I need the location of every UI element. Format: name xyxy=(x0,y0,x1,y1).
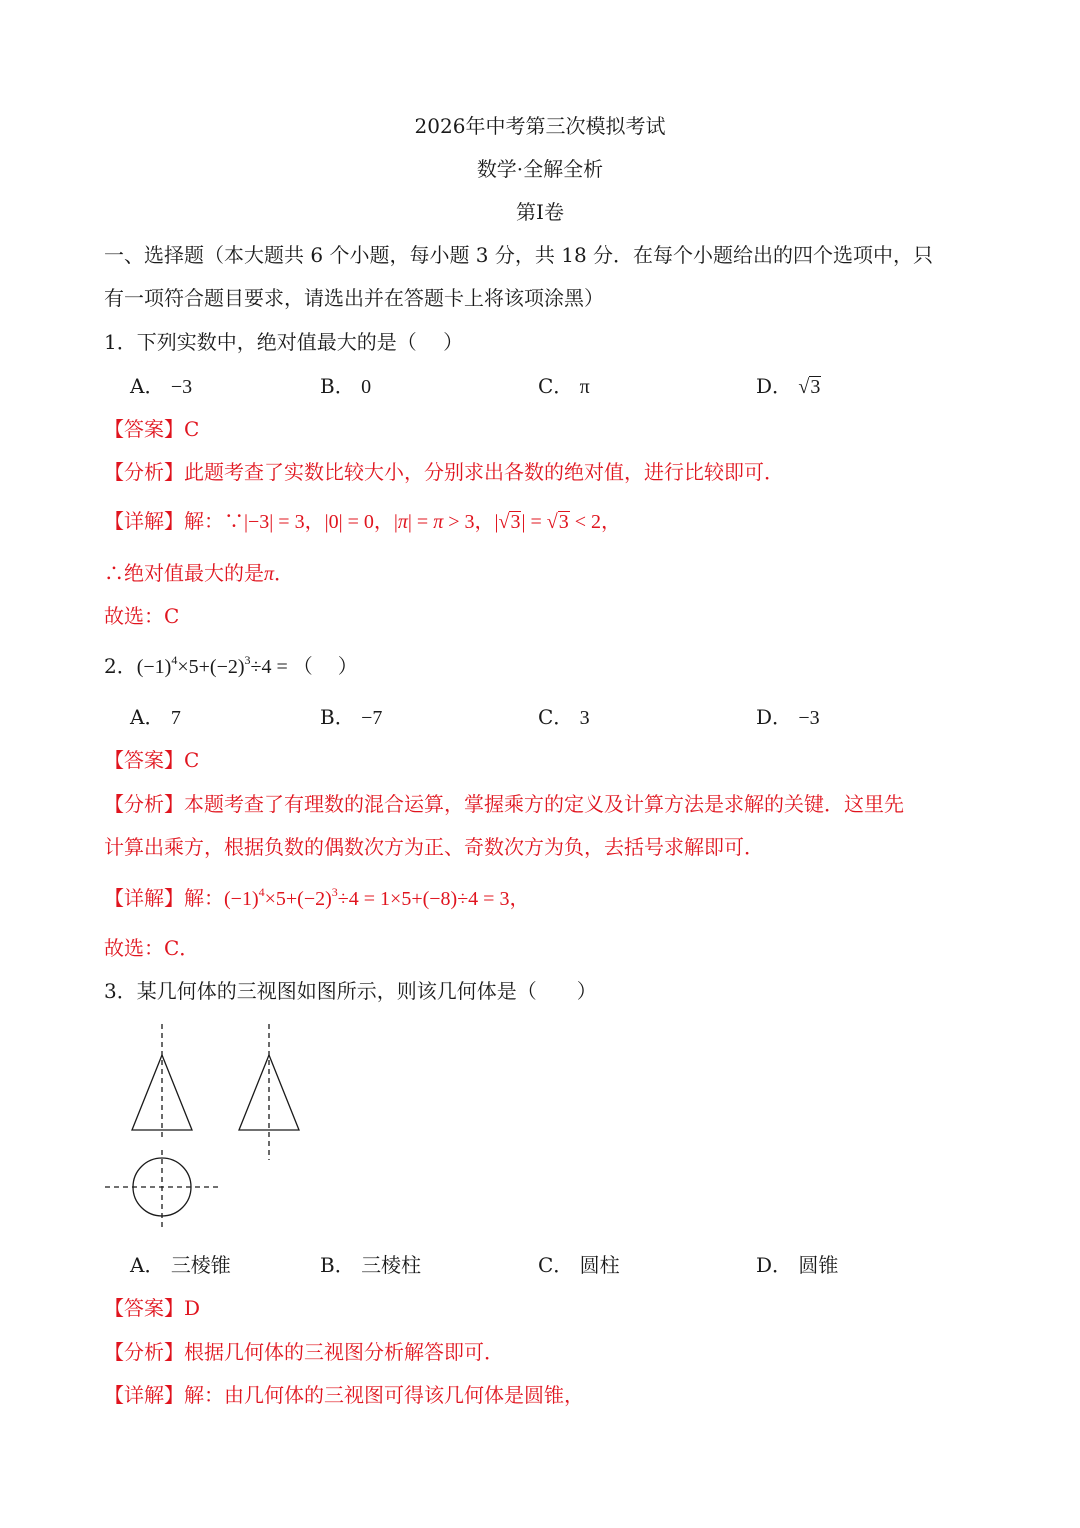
q3-detail: 【详解】解：由几何体的三视图可得该几何体是圆锥， xyxy=(104,1383,584,1407)
q1-option-a: A． −3 xyxy=(130,374,193,398)
section-intro-line-2: 有一项符合题目要求，请选出并在答题卡上将该项涂黑） xyxy=(104,286,604,310)
q2-option-c: C． 3 xyxy=(538,705,590,729)
q1-option-d: D． √3 xyxy=(756,374,821,398)
q3-option-b: B． 三棱柱 xyxy=(320,1253,422,1277)
side-view xyxy=(239,1024,299,1160)
q2-analysis-line-1: 【分析】本题考查了有理数的混合运算，掌握乘方的定义及计算方法是求解的关键．这里先 xyxy=(104,792,904,816)
q1-analysis: 【分析】此题考查了实数比较大小，分别求出各数的绝对值，进行比较即可． xyxy=(104,460,784,484)
section-intro-line-1: 一、选择题（本大题共 6 个小题，每小题 3 分，共 18 分．在每个小题给出的四个选项中，只 xyxy=(104,243,934,267)
q1-detail: 【详解】解：∵|−3| = 3，|0| = 0，|π| = π > 3，|√3| = √3 < 2， xyxy=(104,509,622,533)
front-view xyxy=(132,1024,192,1138)
three-view-figure xyxy=(100,1018,310,1238)
q3-analysis: 【分析】根据几何体的三视图分析解答即可． xyxy=(104,1340,504,1364)
q3-option-d: D． 圆锥 xyxy=(756,1253,839,1277)
volume-label: 第Ⅰ卷 xyxy=(516,200,564,224)
q3-option-c: C． 圆柱 xyxy=(538,1253,620,1277)
q2-detail: 【详解】解：$(-1)^4\times 5+(-2)^3\div 4 = 1\times 5+(-8)\div 4 = 3$， xyxy=(104,885,530,910)
q2-option-b: B． −7 xyxy=(320,705,383,729)
q2-option-d: D． −3 xyxy=(756,705,820,729)
q3-answer: 【答案】D xyxy=(104,1296,201,1320)
q2-option-a: A． 7 xyxy=(130,705,181,729)
q1-option-c: C． π xyxy=(538,374,590,398)
q1-detail-math: |−3| = 3，|0| = 0，|π| = π > 3，|√3| = √3 < 2， xyxy=(244,511,622,533)
q3-option-a: A． 三棱锥 xyxy=(130,1253,231,1277)
q1-conclusion: ∴绝对值最大的是π． xyxy=(104,561,295,585)
q2-detail-math: $(-1)^4\times 5+(-2)^3\div 4 = 1\times 5+(-8)\div 4 = 3$， xyxy=(224,885,530,910)
page-title: 2026年中考第三次模拟考试 xyxy=(414,114,666,138)
q2-expression: $(-1)^4\times 5+(-2)^3\div 4$ = （ ） xyxy=(136,653,358,678)
q2-analysis-line-2: 计算出乘方，根据负数的偶数次方为正、奇数次方为负，去括号求解即可． xyxy=(104,835,764,859)
q1-stem: 1．下列实数中，绝对值最大的是（ ） xyxy=(104,330,464,354)
page-subtitle: 数学·全解全析 xyxy=(476,157,604,181)
q3-stem: 3．某几何体的三视图如图所示，则该几何体是（ ） xyxy=(104,979,597,1003)
q1-option-b: B． 0 xyxy=(320,374,372,398)
top-view xyxy=(105,1150,220,1230)
q1-choose: 故选：C xyxy=(104,604,180,628)
q1-answer: 【答案】C xyxy=(104,417,200,441)
q2-answer: 【答案】C xyxy=(104,748,200,772)
q2-choose: 故选：C． xyxy=(104,936,200,960)
q2-stem: 2．$(-1)^4\times 5+(-2)^3\div 4$ = （ ） xyxy=(104,653,358,678)
